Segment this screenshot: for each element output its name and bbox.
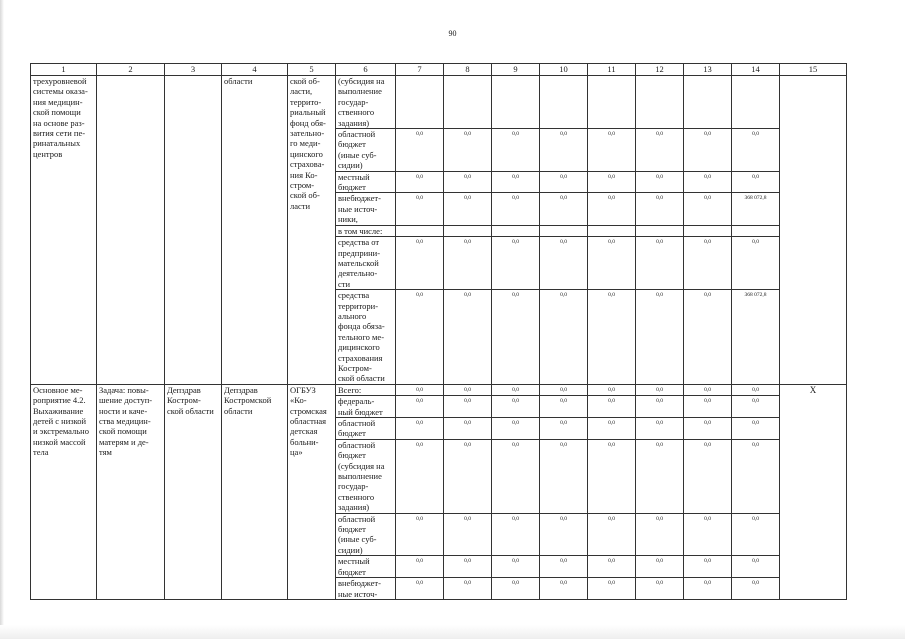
value-cell: 0,0 <box>588 578 636 600</box>
value-cell: 0,0 <box>540 396 588 418</box>
value-cell: 0,0 <box>540 384 588 395</box>
value-cell: 0,0 <box>492 439 540 513</box>
value-cell: 0,0 <box>492 578 540 600</box>
value-cell: 0,0 <box>396 439 444 513</box>
value-cell: 0,0 <box>636 193 684 225</box>
value-cell: 0,0 <box>396 513 444 556</box>
task-cell: Задача: повы- шение доступ- ности и каче- ства медицин- ской помощи матерям и де- тям <box>97 384 165 599</box>
value-cell: 0,0 <box>684 384 732 395</box>
value-cell: 0,0 <box>684 513 732 556</box>
value-cell <box>636 225 684 236</box>
value-cell: 0,0 <box>540 556 588 578</box>
value-cell: 0,0 <box>588 129 636 172</box>
result-cell <box>780 76 847 385</box>
coordinator-cell <box>165 76 222 385</box>
header-cell: 9 <box>492 64 540 76</box>
value-cell: 0,0 <box>540 513 588 556</box>
source-label: областной бюджет (иные суб- сидии) <box>336 129 396 172</box>
header-cell: 2 <box>97 64 165 76</box>
value-cell: 0,0 <box>588 439 636 513</box>
financing-table <box>30 63 847 600</box>
value-cell: 0,0 <box>444 556 492 578</box>
value-cell: 0,0 <box>732 556 780 578</box>
value-cell: 0,0 <box>684 290 732 385</box>
value-cell: 0,0 <box>588 237 636 290</box>
header-cell: 1 <box>31 64 97 76</box>
value-cell: 0,0 <box>636 384 684 395</box>
value-cell: 0,0 <box>492 171 540 193</box>
value-cell: 0,0 <box>684 129 732 172</box>
event-name-cell: Основное ме- роприятие 4.2. Выхаживание детей с низкой и экстремально низкой массой тела <box>31 384 97 599</box>
value-cell: 0,0 <box>636 171 684 193</box>
value-cell: 0,0 <box>492 396 540 418</box>
source-label: областной бюджет (субсидия на выполнение государ- ственного задания) <box>336 439 396 513</box>
source-label: внебюджет- ные источ- <box>336 578 396 600</box>
value-cell: 0,0 <box>492 193 540 225</box>
value-cell: 0,0 <box>636 396 684 418</box>
value-cell: 0,0 <box>540 193 588 225</box>
value-cell: 0,0 <box>732 396 780 418</box>
header-cell: 7 <box>396 64 444 76</box>
value-cell: 0,0 <box>588 171 636 193</box>
value-cell: 0,0 <box>684 418 732 440</box>
source-label: внебюджет- ные источ- ники, <box>336 193 396 225</box>
source-label: Всего: <box>336 384 396 395</box>
value-cell: 368 072,8 <box>732 290 780 385</box>
executor-cell: ОГБУЗ «Ко- стромская областная детская больни- ца» <box>288 384 336 599</box>
responsible-cell: Депздрав Костромской области <box>222 384 288 599</box>
value-cell: 0,0 <box>684 556 732 578</box>
header-row <box>31 64 847 76</box>
value-cell: 0,0 <box>684 578 732 600</box>
header-cell: 10 <box>540 64 588 76</box>
source-label: областной бюджет <box>336 418 396 440</box>
value-cell <box>444 225 492 236</box>
source-label: (субсидия на выполнение государ- ственного задания) <box>336 76 396 129</box>
value-cell: 0,0 <box>444 237 492 290</box>
value-cell: 0,0 <box>444 171 492 193</box>
value-cell: 0,0 <box>492 384 540 395</box>
value-cell: 0,0 <box>444 129 492 172</box>
value-cell: 0,0 <box>396 396 444 418</box>
value-cell: 0,0 <box>588 396 636 418</box>
page-edge-shadow <box>0 0 4 639</box>
value-cell: 0,0 <box>636 513 684 556</box>
value-cell <box>396 225 444 236</box>
value-cell: 0,0 <box>444 193 492 225</box>
value-cell: 0,0 <box>636 237 684 290</box>
value-cell: 0,0 <box>636 556 684 578</box>
header-cell: 14 <box>732 64 780 76</box>
value-cell <box>444 76 492 129</box>
value-cell: 0,0 <box>396 171 444 193</box>
value-cell: 0,0 <box>396 578 444 600</box>
value-cell: 0,0 <box>636 418 684 440</box>
value-cell <box>492 225 540 236</box>
value-cell: 0,0 <box>636 439 684 513</box>
value-cell: 0,0 <box>588 290 636 385</box>
header-cell: 11 <box>588 64 636 76</box>
value-cell: 0,0 <box>732 384 780 395</box>
value-cell: 0,0 <box>732 578 780 600</box>
value-cell: 0,0 <box>684 237 732 290</box>
page-bottom-shadow <box>0 625 905 639</box>
value-cell: 0,0 <box>684 439 732 513</box>
source-label: местный бюджет <box>336 556 396 578</box>
value-cell: 0,0 <box>396 556 444 578</box>
value-cell <box>588 76 636 129</box>
header-cell: 5 <box>288 64 336 76</box>
value-cell: 0,0 <box>540 171 588 193</box>
responsible-cell: области <box>222 76 288 385</box>
value-cell: 0,0 <box>588 384 636 395</box>
value-cell: 0,0 <box>444 439 492 513</box>
result-cell: X <box>780 384 847 599</box>
value-cell <box>636 76 684 129</box>
value-cell: 0,0 <box>636 129 684 172</box>
value-cell: 0,0 <box>540 578 588 600</box>
value-cell <box>732 76 780 129</box>
value-cell: 0,0 <box>492 513 540 556</box>
value-cell: 0,0 <box>588 193 636 225</box>
value-cell: 0,0 <box>492 290 540 385</box>
value-cell: 0,0 <box>444 396 492 418</box>
value-cell <box>396 76 444 129</box>
value-cell: 0,0 <box>396 384 444 395</box>
value-cell: 0,0 <box>444 290 492 385</box>
value-cell: 0,0 <box>732 513 780 556</box>
value-cell: 0,0 <box>732 237 780 290</box>
source-label: местный бюджет <box>336 171 396 193</box>
value-cell: 0,0 <box>684 171 732 193</box>
value-cell <box>732 225 780 236</box>
value-cell: 0,0 <box>732 129 780 172</box>
value-cell: 0,0 <box>492 418 540 440</box>
value-cell <box>492 76 540 129</box>
value-cell: 0,0 <box>444 384 492 395</box>
header-cell: 3 <box>165 64 222 76</box>
table-row <box>31 384 847 395</box>
value-cell: 0,0 <box>732 171 780 193</box>
value-cell: 0,0 <box>444 513 492 556</box>
source-label: средства территори- ального фонда обяза- тельного ме- дицинского страхования Костром- ской области <box>336 290 396 385</box>
value-cell: 0,0 <box>588 513 636 556</box>
value-cell <box>588 225 636 236</box>
value-cell <box>684 76 732 129</box>
value-cell: 0,0 <box>444 578 492 600</box>
value-cell: 0,0 <box>444 418 492 440</box>
executor-cell: ской об- ласти, террито- риальный фонд обя- зательно- го меди- цинского страхова- ния Ко- стром- ской об- ласти <box>288 76 336 385</box>
value-cell: 0,0 <box>492 237 540 290</box>
value-cell: 0,0 <box>636 578 684 600</box>
value-cell: 0,0 <box>636 290 684 385</box>
value-cell: 0,0 <box>684 396 732 418</box>
header-cell: 12 <box>636 64 684 76</box>
source-label: областной бюджет (иные суб- сидии) <box>336 513 396 556</box>
value-cell: 0,0 <box>732 439 780 513</box>
value-cell: 0,0 <box>492 556 540 578</box>
value-cell <box>684 225 732 236</box>
header-cell: 6 <box>336 64 396 76</box>
header-cell: 4 <box>222 64 288 76</box>
header-cell: 13 <box>684 64 732 76</box>
table-row <box>31 76 847 129</box>
value-cell: 0,0 <box>540 290 588 385</box>
coordinator-cell: Депздрав Костром- ской области <box>165 384 222 599</box>
value-cell: 0,0 <box>492 129 540 172</box>
value-cell: 0,0 <box>732 418 780 440</box>
value-cell: 368 072,8 <box>732 193 780 225</box>
value-cell: 0,0 <box>540 439 588 513</box>
value-cell: 0,0 <box>588 556 636 578</box>
event-name-cell: трехуровневой системы оказа- ния медицин- ской помощи на основе раз- вития сети пе- ринатальных центров <box>31 76 97 385</box>
value-cell <box>540 76 588 129</box>
value-cell: 0,0 <box>540 237 588 290</box>
value-cell: 0,0 <box>396 237 444 290</box>
header-cell: 15 <box>780 64 847 76</box>
value-cell: 0,0 <box>684 193 732 225</box>
source-label: федераль- ный бюджет <box>336 396 396 418</box>
task-cell <box>97 76 165 385</box>
source-label: средства от предприни- мательской деятельно- сти <box>336 237 396 290</box>
value-cell: 0,0 <box>396 290 444 385</box>
value-cell: 0,0 <box>396 418 444 440</box>
value-cell <box>540 225 588 236</box>
page-number: 90 <box>448 29 457 38</box>
value-cell: 0,0 <box>396 129 444 172</box>
header-cell: 8 <box>444 64 492 76</box>
value-cell: 0,0 <box>396 193 444 225</box>
source-label: в том числе: <box>336 225 396 236</box>
value-cell: 0,0 <box>588 418 636 440</box>
value-cell: 0,0 <box>540 129 588 172</box>
value-cell: 0,0 <box>540 418 588 440</box>
